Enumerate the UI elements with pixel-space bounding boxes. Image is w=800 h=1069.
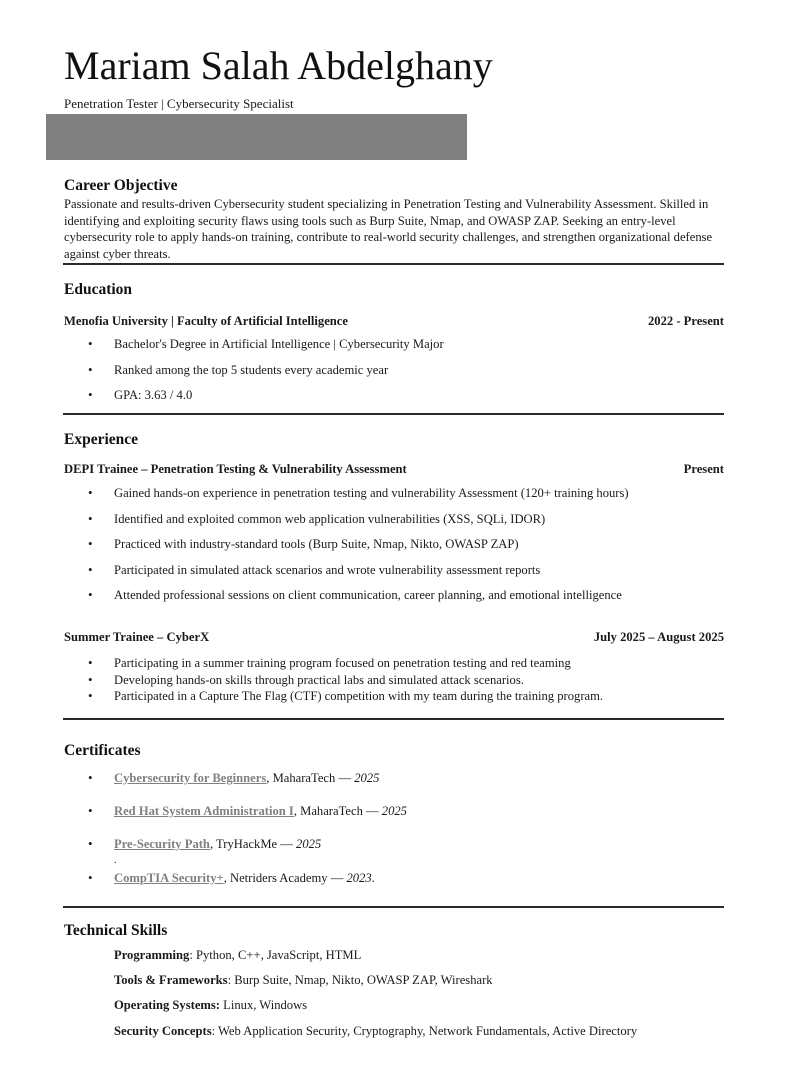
certificate-year: 2025 [381, 804, 407, 819]
skill-label: Programming [114, 948, 190, 962]
skill-label: Tools & Frameworks [114, 973, 228, 988]
objective-title: Career Objective [64, 177, 178, 194]
job-header-row [64, 461, 724, 477]
list-item: • Ranked among the top 5 students every academic year [64, 362, 724, 378]
skills-section [64, 921, 724, 941]
skill-row [114, 1023, 724, 1039]
list-item: • Participated in a Capture The Flag (CTF) competition with my team during the training program. [64, 688, 724, 705]
certificate-link[interactable]: Pre-Security Path [114, 837, 210, 852]
certificate-year: 2025 [296, 837, 322, 852]
experience-section [64, 430, 724, 450]
candidate-subtitle: Penetration Tester | Cybersecurity Specialist [64, 96, 294, 111]
list-item: • Bachelor's Degree in Artificial Intelligence | Cybersecurity Major [64, 336, 724, 352]
list-item [64, 770, 724, 786]
education-institution: Menofia University | Faculty of Artificial Intelligence [64, 314, 348, 328]
list-item: • GPA: 3.63 / 4.0 [64, 387, 724, 403]
certificates-list [64, 770, 724, 903]
certificate-issuer: , MaharaTech — [293, 804, 382, 819]
skill-value: Burp Suite, Nmap, Nikto, OWASP ZAP, Wireshark [234, 973, 493, 988]
skill-separator: : [189, 948, 196, 962]
skill-value: Web Application Security, Cryptography, Network Fundamentals, Active Directory [218, 1023, 638, 1038]
list-item [64, 836, 724, 852]
experience-title: Experience [64, 431, 139, 448]
job-dates: Present [683, 462, 724, 476]
job-role: Summer Trainee – CyberX [64, 630, 210, 644]
job-role: DEPI Trainee – Penetration Testing & Vulnerability Assessment [64, 462, 407, 476]
certificate-link[interactable]: Cybersecurity for Beginners [114, 771, 267, 785]
list-item: • Attended professional sessions on client communication, career planning, and emotional intelligence [64, 587, 724, 603]
section-divider [63, 413, 724, 415]
skill-row [114, 947, 724, 963]
objective-text: Passionate and results-driven Cybersecurity student specializing in Penetration Testing and Vulnerability Assessment. Skilled in identifying and exploiting security flaws using tools such as Burp Suite, Nmap, and OWASP ZAP. Seeking an entry-level cybersecurity role to apply hands-on training, contribute to real-world security challenges, and strengthen organizational defense against cyber threats. [64, 197, 713, 261]
job-bullets [64, 485, 724, 613]
section-divider [63, 906, 724, 908]
education-dates: 2022 - Present [647, 314, 724, 328]
job-header-row [64, 629, 724, 645]
list-item: • Gained hands-on experience in penetration testing and vulnerability Assessment (120+ training hours) [64, 485, 724, 501]
list-item [64, 870, 724, 886]
objective-section [64, 176, 724, 262]
list-item [64, 803, 724, 819]
certificate-tail: . [371, 870, 375, 885]
skill-label: Operating Systems: [114, 998, 220, 1013]
skills-list [114, 947, 724, 1048]
section-divider [63, 718, 724, 720]
header-gray-bar [46, 114, 467, 160]
education-title: Education [64, 281, 133, 298]
certificate-link[interactable]: CompTIA Security+ [114, 870, 224, 885]
skill-value: Linux, Windows [223, 998, 308, 1013]
certificate-link[interactable]: Red Hat System Administration I [114, 804, 294, 819]
certificate-issuer: , TryHackMe — [209, 837, 297, 852]
certificate-issuer: , MaharaTech — [266, 771, 355, 785]
education-bullets [64, 336, 724, 413]
job-dates: July 2025 – August 2025 [593, 630, 724, 644]
candidate-name: Mariam Salah Abdelghany [64, 43, 493, 88]
skill-row [114, 972, 724, 988]
skill-row [114, 997, 724, 1013]
certificates-title: Certificates [64, 742, 141, 759]
certificate-year: 2023 [346, 870, 372, 885]
education-header-row [64, 313, 724, 329]
skills-title: Technical Skills [64, 922, 168, 939]
skill-separator: : [227, 973, 235, 988]
list-item: • Practiced with industry-standard tools (Burp Suite, Nmap, Nikto, OWASP ZAP) [64, 536, 724, 552]
list-item: • Participating in a summer training program focused on penetration testing and red teaming [64, 655, 724, 672]
certificate-year: 2025 [354, 771, 380, 785]
education-section [64, 280, 724, 300]
section-divider [63, 263, 724, 265]
skill-label: Security Concepts [114, 1023, 212, 1038]
skill-value: Python, C++, JavaScript, HTML [195, 948, 362, 962]
certificate-issuer: , Netriders Academy — [223, 870, 347, 885]
list-item: • Participated in simulated attack scenarios and wrote vulnerability assessment reports [64, 562, 724, 578]
stray-dot: . [114, 855, 117, 866]
skill-separator: : [211, 1023, 219, 1038]
certificates-section [64, 741, 724, 761]
list-item: • Developing hands-on skills through practical labs and simulated attack scenarios. [64, 672, 724, 689]
job-bullets [64, 655, 724, 705]
list-item: • Identified and exploited common web application vulnerabilities (XSS, SQLi, IDOR) [64, 511, 724, 527]
